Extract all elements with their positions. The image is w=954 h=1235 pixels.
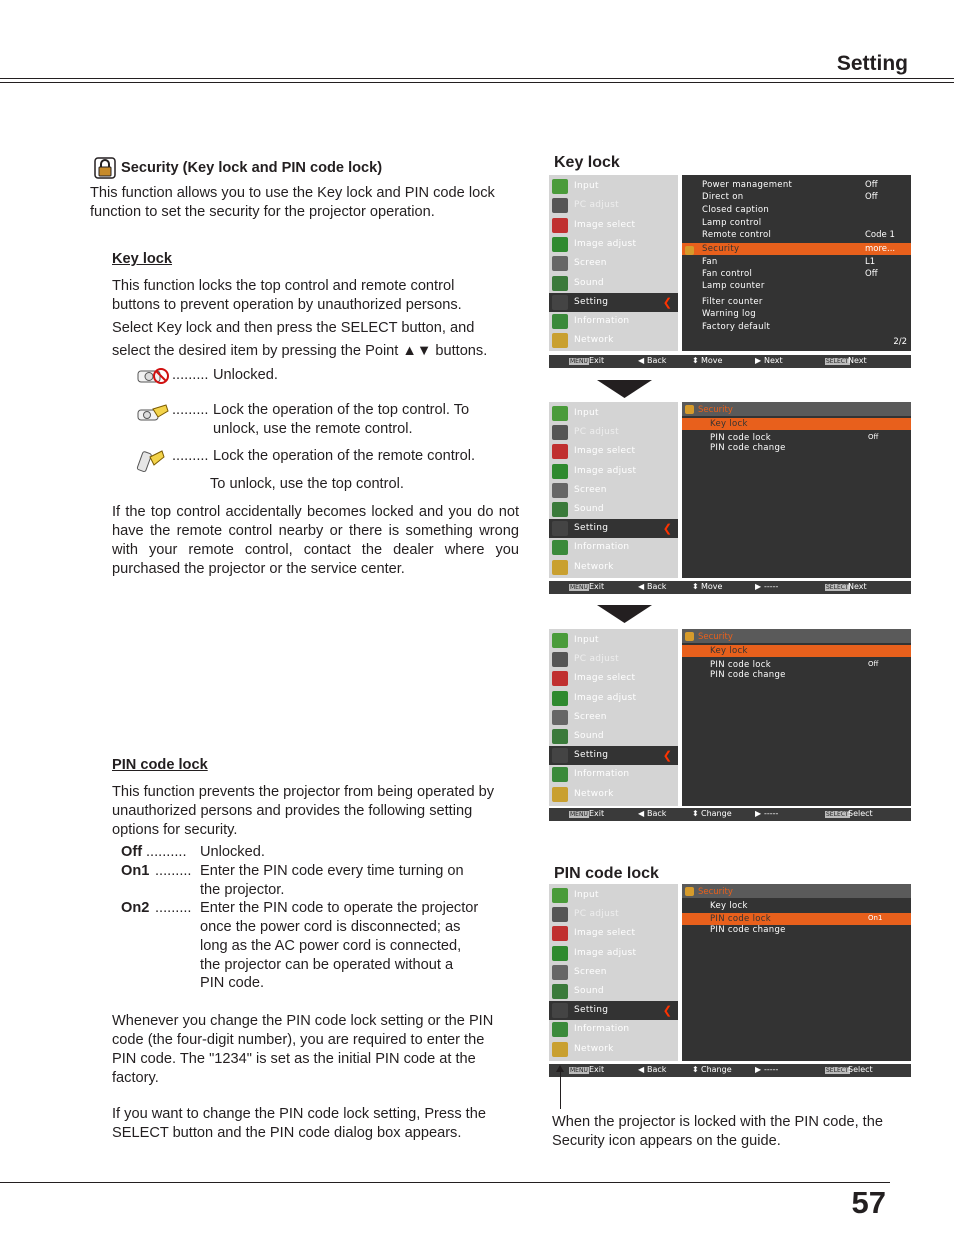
screen-icon <box>552 483 568 498</box>
menu-button-icon: MENU <box>570 1067 588 1074</box>
submenu-row-label: Closed caption <box>702 205 770 215</box>
pinlock-heading: PIN code lock <box>112 757 208 773</box>
sound-icon <box>552 729 568 744</box>
submenu-row-label: PIN code lock <box>710 914 771 924</box>
security-header <box>682 884 911 898</box>
submenu-row-label: Fan <box>702 257 718 267</box>
menu-item-label: Screen <box>574 484 607 495</box>
sound-icon <box>552 984 568 999</box>
guide-label: Change <box>701 1065 732 1074</box>
submenu-row-label: Key lock <box>710 901 748 911</box>
submenu-row-label: Warning log <box>702 309 756 319</box>
submenu-row-label: PIN code lock <box>710 433 771 443</box>
submenu-row-label: Power management <box>702 180 793 190</box>
pin-on1-text-2: the projector. <box>200 882 285 898</box>
footer-rule <box>0 1182 890 1183</box>
menu-item-information <box>549 1020 678 1039</box>
guide-label: Next <box>764 356 783 365</box>
submenu-row-value: On1 <box>868 914 883 922</box>
security-title: Security <box>698 887 733 897</box>
guide-label: Back <box>647 809 667 818</box>
submenu-row <box>682 217 911 229</box>
menu-item-image-adjust <box>549 235 678 254</box>
menu-item-label: PC adjust <box>574 200 619 211</box>
page-indicator: 2/2 <box>893 337 907 347</box>
menu-item-information <box>549 538 678 557</box>
menu-item-sound <box>549 727 678 746</box>
network-icon <box>552 787 568 802</box>
setting-menu-screen <box>549 175 911 368</box>
menu-item-label: Setting <box>574 296 609 307</box>
menu-item-sound <box>549 274 678 293</box>
guide-label: Exit <box>589 356 605 365</box>
pin-on2-text-2: once the power cord is disconnected; as <box>200 919 461 935</box>
pc-adjust-icon <box>552 652 568 667</box>
keylock-caption: Key lock <box>554 154 620 171</box>
page-header-title: Setting <box>836 52 908 75</box>
menu-item-information <box>549 765 678 784</box>
guide-label: Select <box>848 809 873 818</box>
select-button-icon: SELECT <box>826 1067 849 1074</box>
submenu-row <box>682 268 911 280</box>
guide-bar <box>549 808 911 821</box>
menu-item-label: PC adjust <box>574 654 619 665</box>
menu-item-image-select <box>549 442 678 461</box>
security-submenu-panel <box>682 402 911 578</box>
unlocked-icon <box>136 366 170 386</box>
pin-off-label: Off <box>121 844 143 860</box>
menu-item-screen <box>549 963 678 982</box>
network-icon <box>552 560 568 575</box>
keylock-option-2-dots: ......... <box>172 402 209 418</box>
menu-item-image-select <box>549 669 678 688</box>
setting-icon <box>552 1003 568 1018</box>
menu-item-label: Input <box>574 890 599 900</box>
menu-item-pc-adjust <box>549 650 678 669</box>
submenu-row <box>682 900 911 912</box>
security-lock-icon <box>685 887 694 896</box>
pin-on1-label: On1 <box>121 863 150 879</box>
submenu-row-label: PIN code change <box>710 443 786 453</box>
submenu-row <box>682 256 911 268</box>
submenu-row-value: Off <box>868 433 879 441</box>
guide-label: Move <box>701 582 723 591</box>
submenu-row <box>682 280 911 292</box>
security-lock-icon <box>685 632 694 641</box>
pinlock-paragraph-2: Whenever you change the PIN code lock setting or the PIN code (the four-digit number), you are required to enter the PIN code. The "1234" is set as the initial PIN code at the factory. <box>112 1013 494 1086</box>
submenu-row <box>682 308 911 320</box>
submenu-row-label: PIN code lock <box>710 660 771 670</box>
menu-item-input <box>549 404 678 423</box>
menu-item-label: Information <box>574 542 630 553</box>
pin-on1-dots: ......... <box>155 863 192 879</box>
security-submenu-panel <box>682 629 911 806</box>
submenu-row-value: Off <box>865 180 878 190</box>
pin-on2-dots: ......... <box>155 900 192 916</box>
menu-item-input <box>549 631 678 650</box>
menu-item-label: Screen <box>574 711 607 722</box>
guide-key-icon: ◀ <box>638 582 645 591</box>
input-icon <box>552 633 568 648</box>
guide-key-icon: ◀ <box>638 1065 645 1074</box>
header-rule-lower <box>0 82 954 83</box>
keylock-option-3-text-2: To unlock, use the top control. <box>210 476 404 492</box>
menu-item-label: Image select <box>574 446 636 457</box>
security-menu-screen <box>549 402 911 594</box>
submenu-row <box>682 645 911 657</box>
menu-item-network <box>549 1040 678 1059</box>
security-lock-icon <box>685 246 694 255</box>
down-arrow-icon <box>597 605 652 623</box>
menu-item-label: Input <box>574 408 599 418</box>
callout-arrowhead <box>556 1065 564 1072</box>
guide-key-icon: ▶ <box>755 356 762 365</box>
submenu-row-label: Factory default <box>702 322 771 332</box>
menu-item-label: Information <box>574 316 630 327</box>
menu-item-setting <box>549 519 678 538</box>
chevron-left-icon: ❮ <box>662 296 672 309</box>
keylock-paragraph-2b: select the desired item by pressing the Point ▲▼ buttons. <box>112 343 488 359</box>
menu-item-label: Image adjust <box>574 947 637 958</box>
menu-item-image-select <box>549 216 678 235</box>
guide-key-icon: ⬍ <box>692 582 699 591</box>
setting-submenu-panel <box>682 175 911 351</box>
select-button-icon: SELECT <box>826 358 849 365</box>
pinlock-paragraph-3: If you want to change the PIN code lock setting, Press the SELECT button and the PIN code dialog box appears. <box>112 1106 486 1141</box>
submenu-row-value: Off <box>865 192 878 202</box>
screen-icon <box>552 710 568 725</box>
chevron-left-icon: ❮ <box>662 523 672 536</box>
menu-item-pc-adjust <box>549 423 678 442</box>
submenu-row <box>682 296 911 308</box>
setting-icon <box>552 295 568 310</box>
submenu-row-label: Key lock <box>710 646 748 656</box>
callout-line <box>560 1067 561 1109</box>
image-adjust-icon <box>552 237 568 252</box>
main-menu-panel <box>549 884 678 1061</box>
security-title: Security <box>698 405 733 415</box>
security-section-lock-icon <box>94 157 116 179</box>
security-lock-icon <box>685 405 694 414</box>
guide-key-icon: ▶ <box>755 809 762 818</box>
menu-item-label: Image adjust <box>574 692 637 703</box>
menu-item-setting <box>549 746 678 765</box>
guide-key-icon: ▶ <box>755 1065 762 1074</box>
menu-item-network <box>549 331 678 350</box>
guide-bar <box>549 581 911 594</box>
menu-button-icon: MENU <box>570 811 588 818</box>
menu-item-information <box>549 312 678 331</box>
pin-on2-text-3: long as the AC power cord is connected, <box>200 938 462 954</box>
submenu-row-label: Security <box>702 244 740 254</box>
image-select-icon <box>552 671 568 686</box>
menu-button-icon: MENU <box>570 358 588 365</box>
information-icon <box>552 540 568 555</box>
remote-control-lock-icon <box>136 449 166 473</box>
submenu-row <box>682 924 911 936</box>
menu-item-label: Image adjust <box>574 465 637 476</box>
security-header <box>682 402 911 416</box>
menu-item-label: Sound <box>574 504 604 514</box>
security-title: Security <box>698 632 733 642</box>
guide-label: ----- <box>764 1065 779 1074</box>
guide-label: ----- <box>764 809 779 818</box>
menu-item-setting <box>549 293 678 312</box>
submenu-row-value: Off <box>868 660 879 668</box>
keylock-heading: Key lock <box>112 251 173 267</box>
input-icon <box>552 406 568 421</box>
input-icon <box>552 888 568 903</box>
menu-item-label: Image select <box>574 928 636 939</box>
keylock-select-screen <box>549 629 911 821</box>
submenu-row <box>682 418 911 430</box>
pc-adjust-icon <box>552 907 568 922</box>
menu-item-label: Setting <box>574 750 609 761</box>
menu-item-label: Network <box>574 788 614 799</box>
guide-label: ----- <box>764 582 779 591</box>
menu-item-setting <box>549 1001 678 1020</box>
pin-on2-text-4: the projector can be operated without a <box>200 957 454 973</box>
sound-icon <box>552 502 568 517</box>
submenu-row <box>682 442 911 454</box>
submenu-row-value: L1 <box>865 257 876 267</box>
guide-key-icon: ⬍ <box>692 809 699 818</box>
guide-key-icon: ◀ <box>638 809 645 818</box>
menu-item-input <box>549 177 678 196</box>
network-icon <box>552 333 568 348</box>
submenu-row <box>682 191 911 203</box>
submenu-row-label: Remote control <box>702 230 772 240</box>
menu-item-label: Input <box>574 635 599 645</box>
guide-label: Exit <box>589 809 605 818</box>
intro-paragraph: This function allows you to use the Key lock and PIN code lock function to set the security for the projector operation. <box>90 185 495 220</box>
menu-button-icon: MENU <box>570 584 588 591</box>
screen-icon <box>552 256 568 271</box>
pinlock-paragraph-1: This function prevents the projector from being operated by unauthorized persons and provides the following setting options for security. <box>112 784 495 838</box>
submenu-row-value: Code 1 <box>865 230 895 240</box>
menu-item-image-adjust <box>549 689 678 708</box>
guide-label: Move <box>701 356 723 365</box>
submenu-row-label: PIN code change <box>710 670 786 680</box>
submenu-row-label: PIN code change <box>710 925 786 935</box>
down-arrow-icon <box>597 380 652 398</box>
guide-key-icon: ▶ <box>755 582 762 591</box>
submenu-row-label: Lamp counter <box>702 281 765 291</box>
menu-item-label: Screen <box>574 966 607 977</box>
guide-label: Exit <box>589 1065 605 1074</box>
guide-key-icon: ⬍ <box>692 1065 699 1074</box>
pin-caption: PIN code lock <box>554 865 659 882</box>
setting-icon <box>552 748 568 763</box>
menu-item-label: Network <box>574 335 614 346</box>
guide-bar <box>549 355 911 368</box>
image-select-icon <box>552 444 568 459</box>
menu-item-label: Setting <box>574 1005 609 1016</box>
input-icon <box>552 179 568 194</box>
guide-label: Back <box>647 356 667 365</box>
menu-item-label: Screen <box>574 258 607 269</box>
menu-item-label: Network <box>574 561 614 572</box>
screen-icon <box>552 965 568 980</box>
pin-on2-label: On2 <box>121 900 150 916</box>
menu-item-screen <box>549 481 678 500</box>
chevron-left-icon: ❮ <box>662 1005 672 1018</box>
guide-label: Exit <box>589 582 605 591</box>
menu-item-label: Image select <box>574 219 636 230</box>
pin-on2-text-1: Enter the PIN code to operate the projector <box>200 900 479 916</box>
keylock-paragraph-2a: Select Key lock and then press the SELECT button, and <box>112 320 475 336</box>
guide-label: Change <box>701 809 732 818</box>
menu-item-label: Information <box>574 1024 630 1035</box>
menu-item-image-adjust <box>549 944 678 963</box>
guide-label: Next <box>848 582 867 591</box>
submenu-row-label: Key lock <box>710 419 748 429</box>
pin-lock-screen <box>549 884 911 1077</box>
keylock-option-1-text: Unlocked. <box>213 367 278 383</box>
guide-bar <box>549 1064 911 1077</box>
menu-item-label: Sound <box>574 986 604 996</box>
submenu-row-value: more... <box>865 244 896 254</box>
submenu-row <box>682 321 911 333</box>
setting-icon <box>552 521 568 536</box>
section-title: Security (Key lock and PIN code lock) <box>121 160 383 176</box>
menu-item-label: Sound <box>574 277 604 288</box>
guide-label: Next <box>848 356 867 365</box>
menu-item-image-select <box>549 924 678 943</box>
image-adjust-icon <box>552 691 568 706</box>
menu-item-label: Input <box>574 181 599 191</box>
pc-adjust-icon <box>552 425 568 440</box>
select-button-icon: SELECT <box>826 811 849 818</box>
pin-on1-text-1: Enter the PIN code every time turning on <box>200 863 464 879</box>
pc-adjust-icon <box>552 198 568 213</box>
pin-on2-text-5: PIN code. <box>200 975 265 991</box>
guide-label: Back <box>647 582 667 591</box>
submenu-row-value: Off <box>865 269 878 279</box>
menu-item-screen <box>549 708 678 727</box>
image-adjust-icon <box>552 946 568 961</box>
chevron-left-icon: ❮ <box>662 750 672 763</box>
select-button-icon: SELECT <box>826 584 849 591</box>
header-rule <box>0 78 954 79</box>
keylock-option-1-dots: ......... <box>172 367 209 383</box>
submenu-row-label: Direct on <box>702 192 744 202</box>
security-submenu-panel <box>682 884 911 1061</box>
main-menu-panel <box>549 402 678 578</box>
keylock-paragraph-1: This function locks the top control and remote control buttons to prevent operation by unauthorized persons. <box>112 278 462 313</box>
guide-label: Select <box>848 1065 873 1074</box>
submenu-row <box>682 229 911 241</box>
menu-item-pc-adjust <box>549 196 678 215</box>
keylock-option-3-dots: ......... <box>172 448 209 464</box>
menu-item-label: Sound <box>574 731 604 741</box>
keylock-option-2-text-1: Lock the operation of the top control. To <box>213 402 470 418</box>
keylock-paragraph-3: If the top control accidentally becomes locked and you do not have the remote control nearby or there is something wrong with your remote control, contact the dealer where you purchased the projector or the service center. <box>112 504 519 577</box>
menu-item-image-adjust <box>549 462 678 481</box>
guide-key-icon: ⬍ <box>692 356 699 365</box>
menu-item-screen <box>549 254 678 273</box>
menu-item-label: PC adjust <box>574 427 619 438</box>
submenu-row-label: Fan control <box>702 269 753 279</box>
main-menu-panel <box>549 175 678 351</box>
menu-item-network <box>549 785 678 804</box>
pin-note: When the projector is locked with the PIN code, the Security icon appears on the guide. <box>552 1114 883 1149</box>
submenu-row-label: Lamp control <box>702 218 762 228</box>
pin-off-text: Unlocked. <box>200 844 265 860</box>
menu-item-input <box>549 886 678 905</box>
menu-item-label: PC adjust <box>574 909 619 920</box>
submenu-row <box>682 669 911 681</box>
information-icon <box>552 314 568 329</box>
information-icon <box>552 767 568 782</box>
menu-item-sound <box>549 982 678 1001</box>
submenu-row-label: Filter counter <box>702 297 763 307</box>
guide-key-icon: ◀ <box>638 356 645 365</box>
main-menu-panel <box>549 629 678 806</box>
menu-item-label: Information <box>574 769 630 780</box>
menu-item-label: Setting <box>574 523 609 534</box>
keylock-option-3-text: Lock the operation of the remote control. <box>213 448 476 464</box>
menu-item-label: Image select <box>574 673 636 684</box>
image-select-icon <box>552 218 568 233</box>
menu-item-network <box>549 558 678 577</box>
pin-off-dots: .......... <box>146 844 187 860</box>
menu-item-label: Image adjust <box>574 238 637 249</box>
network-icon <box>552 1042 568 1057</box>
image-select-icon <box>552 926 568 941</box>
information-icon <box>552 1022 568 1037</box>
menu-item-pc-adjust <box>549 905 678 924</box>
security-header <box>682 629 911 643</box>
menu-item-label: Network <box>574 1043 614 1054</box>
guide-label: Back <box>647 1065 667 1074</box>
submenu-row <box>682 179 911 191</box>
page-number: 57 <box>851 1185 886 1220</box>
sound-icon <box>552 276 568 291</box>
submenu-row <box>682 204 911 216</box>
keylock-option-2-text-2: unlock, use the remote control. <box>213 421 413 437</box>
top-control-lock-icon <box>136 403 170 425</box>
submenu-row <box>682 243 911 255</box>
image-adjust-icon <box>552 464 568 479</box>
menu-item-sound <box>549 500 678 519</box>
